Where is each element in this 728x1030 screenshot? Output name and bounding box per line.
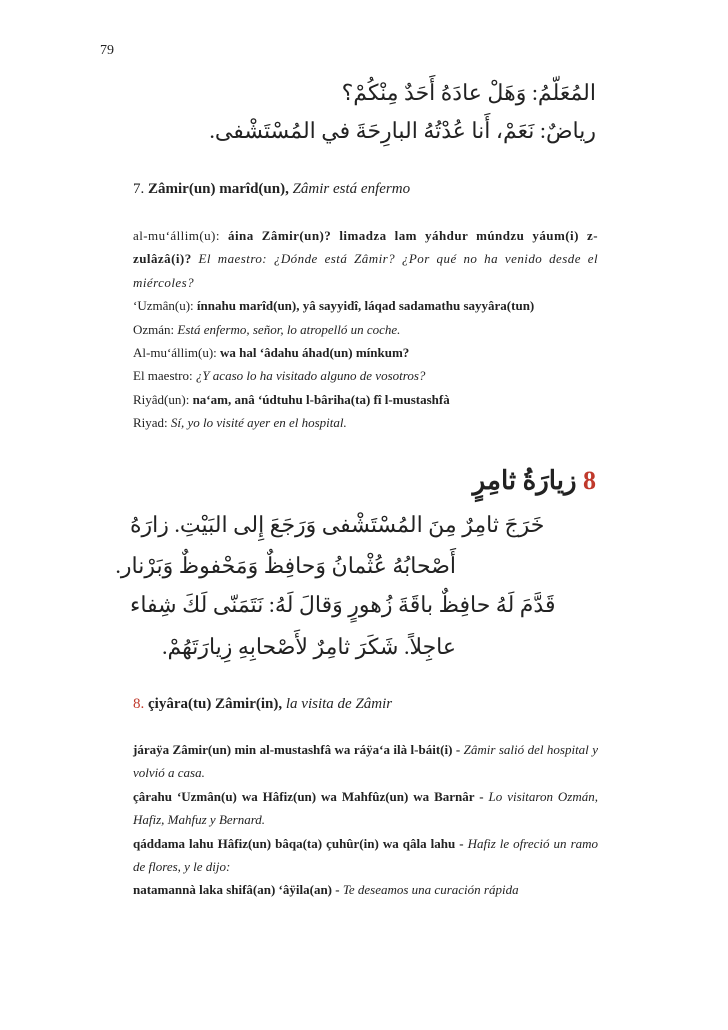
translation: Está enfermo, señor, lo atropelló un coche. [177,321,401,337]
section-7-title-translit: Zâmir(un) marîd(un), [148,181,289,197]
text-line [133,878,598,901]
translation: ¿Y acaso lo ha visitado alguno de vosotros? [195,368,426,384]
section-8-arabic-title: زيارَةُ ثامِرٍ [472,466,577,495]
speaker: Riyad: [133,415,168,431]
speaker: Riyâd(un): [133,391,190,407]
transliteration: wa hal ‘âdahu áhad(un) mínkum? [220,345,410,361]
text-line [133,785,598,832]
translation: Lo visitaron Ozmán, Hafiz, Mahfuz y Bernard. [133,788,598,828]
section-8-text [133,738,598,902]
transliteration: qáddama lahu Hâfiz(un) bâqa(ta) çuhûr(in) wa qâla lahu - [133,835,464,851]
section-8-heading [133,696,392,713]
transliteration: ínnahu marîd(un), yâ sayyidî, láqad sadamathu sayyâra(tun) [196,298,535,314]
arabic-text-line-2: أَصْحابُهُ عُثْمانُ وَحافِظٌ وَمَحْفوظٌ وَبَرْنار. [115,553,456,578]
speaker: al-mu‘állim(u): [133,228,220,243]
speaker: Al-mu‘állim(u): [133,345,217,361]
section-8-arabic-heading [473,466,596,496]
dialogue-line [133,388,598,411]
dialogue-line [133,294,598,317]
transliteration: natamannà laka shifâ(an) ‘âÿila(an) - [133,882,340,898]
arabic-dialogue-line-2: رياضٌ: نَعَمْ، أَنا عُدْتُهُ البارِحَةَ في المُسْتَشْفى. [209,118,596,143]
section-7-heading [133,181,410,198]
dialogue-line [133,224,598,294]
section-8-arabic-number: 8 [583,466,596,495]
translation: Zâmir salió del hospital y volvió a casa. [133,742,599,781]
speaker: Ozmán: [133,321,175,337]
page-number: 79 [100,43,114,58]
speaker: El maestro: [133,368,193,384]
section-8-title-translit: çiyâra(tu) Zâmir(in), [148,696,283,712]
speaker: ‘Uzmân(u): [133,298,194,314]
section-8-number: 8. [133,696,145,712]
transliteration: áina Zâmir(un)? limadza lam yáhdur múndzu yáum(i) z-zulâzâ(i)? [133,228,598,267]
translation: Te deseamos una curación rápida [342,882,519,898]
translation: Hafiz le ofreció un ramo de flores, y le dijo: [133,835,599,875]
transliteration: járaÿa Zâmir(un) min al-mustashfâ wa ráÿa‘a ilà l-báit(i) - [133,742,461,757]
section-7-number: 7. [133,181,145,197]
section-7-dialogue [133,224,598,435]
dialogue-line [133,341,598,364]
arabic-text-line-3: قَدَّمَ لَهُ حافِظٌ باقَةَ زُهورٍ وَقالَ لَهُ: نَتَمَنّى لَكَ شِفاء [130,592,556,617]
translation-line [133,318,598,341]
transliteration: çârahu ‘Uzmân(u) wa Hâfiz(un) wa Mahfûz(un) wa Barnâr - [133,788,484,804]
text-line [133,832,598,879]
section-7-title-es: Zâmir está enfermo [292,181,411,197]
translation-line [133,364,598,387]
text-line [133,738,598,785]
arabic-text-line-1: خَرَجَ ثامِرٌ مِنَ المُسْتَشْفى وَرَجَعَ إِلى البَيْتِ. زارَهُ [130,512,545,537]
translation: Sí, yo lo visité ayer en el hospital. [170,415,347,431]
arabic-dialogue-line-1: المُعَلّمُ: وَهَلْ عادَهُ أَحَدٌ مِنْكُمْ؟ [341,80,596,105]
arabic-text-line-4: عاجِلاً. شَكَرَ ثامِرٌ لأَصْحابِهِ زِيارَتَهُمْ. [161,634,456,659]
section-8-title-es: la visita de Zâmir [285,696,393,712]
translation: El maestro: ¿Dónde está Zâmir? ¿Por qué no ha venido desde el miércoles? [133,251,599,290]
transliteration: na‘am, anâ ‘údtuhu l-bâriha(ta) fî l-mustashfà [192,391,450,407]
translation-line [133,411,598,434]
